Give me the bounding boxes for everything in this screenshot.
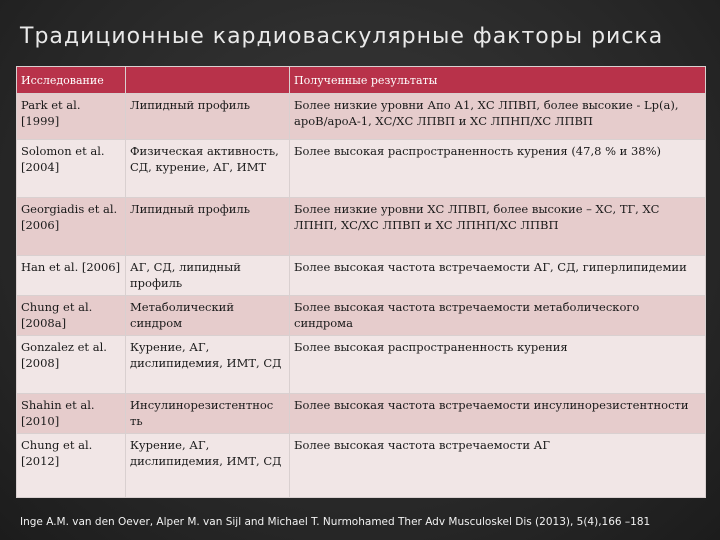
cell-factor: Физическая активность, СД, курение, АГ, ИМТ: [126, 140, 290, 198]
cell-factor: Метаболический синдром: [126, 296, 290, 336]
cell-factor: Курение, АГ, дислипидемия, ИМТ, СД: [126, 336, 290, 394]
cell-study: Chung et al. [2008a]: [17, 296, 126, 336]
slide-title: Традиционные кардиоваскулярные факторы риска: [20, 24, 664, 49]
cell-factor: АГ, СД, липидный профиль: [126, 256, 290, 296]
cell-result: Более высокая частота встречаемости АГ: [290, 434, 706, 498]
table-row: [17, 198, 706, 256]
cell-study: Park et al. [1999]: [17, 94, 126, 140]
citation-footer: Inge A.M. van den Oever, Alper M. van Sijl and Michael T. Nurmohamed Ther Adv Musculoskel Dis (2013), 5(4),166 –181: [20, 516, 651, 528]
table-row: [17, 140, 706, 198]
cell-result: Более высокая частота встречаемости АГ, СД, гиперлипидемии: [290, 256, 706, 296]
cell-study: Gonzalez et al. [2008]: [17, 336, 126, 394]
header-result: Полученные результаты: [290, 67, 706, 94]
cell-study: Solomon et al. [2004]: [17, 140, 126, 198]
table-row: [17, 336, 706, 394]
cell-result: Более высокая частота встречаемости метаболического синдрома: [290, 296, 706, 336]
cell-result: Более низкие уровни Апо А1, ХС ЛПВП, более высокие - Lp(a), аpoB/apoA-1, ХС/ХС ЛПВП и ХС ЛПНП/ХС ЛПВП: [290, 94, 706, 140]
cell-result: Более низкие уровни ХС ЛПВП, более высокие – ХС, ТГ, ХС ЛПНП, ХС/ХС ЛПВП и ХС ЛПНП/ХС ЛПВП: [290, 198, 706, 256]
cell-study: Han et al. [2006]: [17, 256, 126, 296]
table-row: [17, 94, 706, 140]
cell-factor: Липидный профиль: [126, 94, 290, 140]
cell-result: Более высокая частота встречаемости инсулинорезистентности: [290, 394, 706, 434]
cell-factor: Инсулинорезистентнос ть: [126, 394, 290, 434]
cell-factor: Курение, АГ, дислипидемия, ИМТ, СД: [126, 434, 290, 498]
cell-factor: Липидный профиль: [126, 198, 290, 256]
table-row: [17, 394, 706, 434]
cell-result: Более высокая распространенность курения: [290, 336, 706, 394]
cell-study: Georgiadis et al. [2006]: [17, 198, 126, 256]
table-row: [17, 256, 706, 296]
cell-study: Chung et al. [2012]: [17, 434, 126, 498]
table-header-row: [17, 67, 706, 94]
header-factor: [126, 67, 290, 94]
risk-factors-table: [16, 66, 706, 498]
table-row: [17, 434, 706, 498]
header-study: Исследование: [17, 67, 126, 94]
table-row: [17, 296, 706, 336]
cell-result: Более высокая распространенность курения (47,8 % и 38%): [290, 140, 706, 198]
cell-study: Shahin et al. [2010]: [17, 394, 126, 434]
